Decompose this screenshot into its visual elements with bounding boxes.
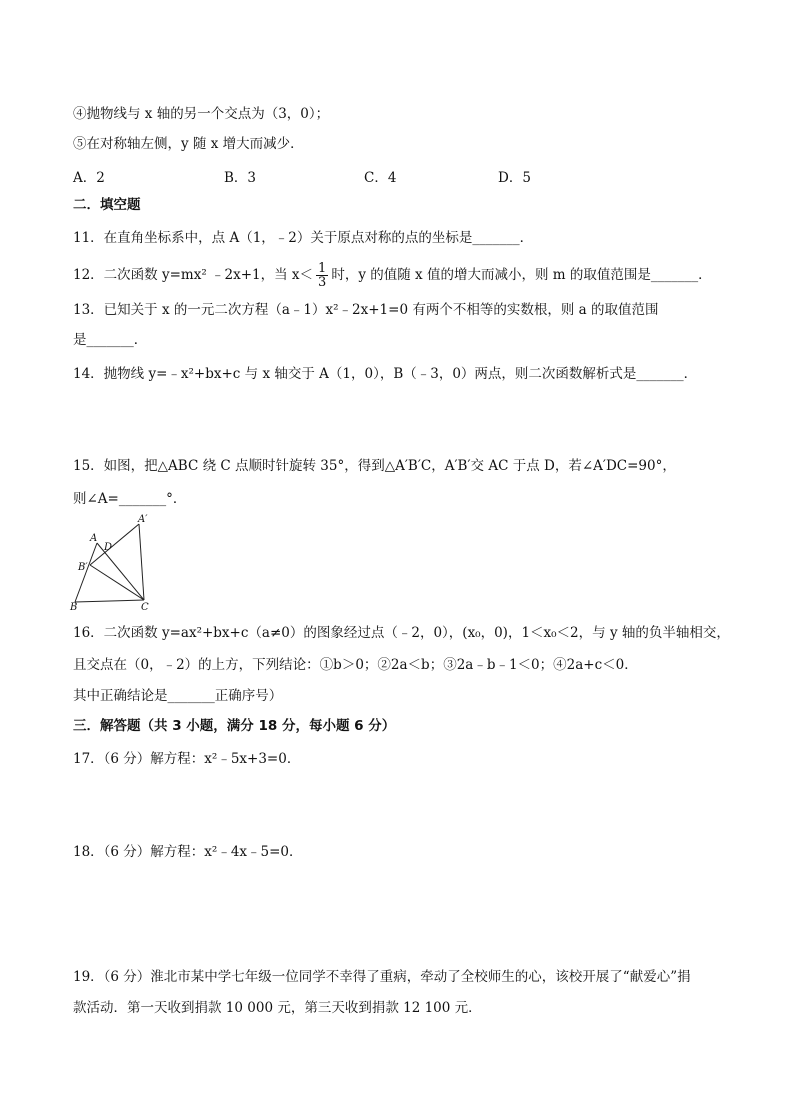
question-17: 17．（6 分）解方程：x²﹣5x+3=0． [73, 751, 301, 767]
label-c: C [141, 602, 149, 612]
fraction-one-third [316, 262, 328, 289]
question-16-line-2: 且交点在（0，﹣2）的上方，下列结论：①b＞0；②2a＜b；③2a﹣b﹣1＜0；④2a+c＜0． [73, 657, 638, 673]
question-12-after: 时，y 的值随 x 值的增大而减小，则 m 的取值范围是_______． [331, 267, 712, 283]
fraction-denominator: 3 [318, 275, 327, 290]
section-solve-heading: 三．解答题（共 3 小题，满分 18 分，每小题 6 分） [73, 718, 396, 734]
section-fill-heading: 二．填空题 [73, 197, 141, 213]
label-d: D [104, 542, 113, 553]
question-13-line-2: 是_______． [73, 332, 148, 348]
question-11: 11．在直角坐标系中，点 A（1，﹣2）关于原点对称的点的坐标是_______． [73, 230, 534, 246]
option-5-text: ⑤在对称轴左侧，y 随 x 增大而减少． [73, 136, 304, 152]
choice-c[interactable]: C．4 [364, 170, 397, 186]
choice-b[interactable]: B．3 [224, 170, 257, 186]
segment-bc [75, 600, 144, 602]
segment-a-prime-b-prime [90, 524, 139, 565]
question-12-before: 12．二次函数 y=mx² ﹣2x+1，当 x＜ [73, 267, 314, 283]
question-19-line-1: 19．（6 分）淮北市某中学七年级一位同学不幸得了重病，牵动了全校师生的心，该校开展了“献爱心”捐 [73, 969, 691, 985]
label-a-prime: A′ [138, 514, 148, 525]
label-b: B [70, 602, 78, 612]
question-12 [73, 262, 712, 289]
label-b-prime: B′ [78, 562, 88, 573]
choice-a[interactable]: A．2 [73, 170, 105, 186]
question-15-line-2: 则∠A=_______°． [73, 491, 187, 507]
fraction-numerator: 1 [318, 261, 327, 276]
answer-choices [73, 166, 713, 184]
question-16-line-3: 其中正确结论是_______正确序号） [73, 688, 283, 704]
triangle-rotation-figure [68, 512, 158, 612]
label-a: A [90, 533, 98, 544]
choice-d[interactable]: D．5 [498, 170, 531, 186]
question-13-line-1: 13．已知关于 x 的一元二次方程（a﹣1）x²﹣2x+1=0 有两个不相等的实数根，则 a 的取值范围 [73, 302, 659, 318]
question-14: 14．抛物线 y=﹣x²+bx+c 与 x 轴交于 A（1，0），B（﹣3，0）两点，则二次函数解析式是_______． [73, 366, 698, 382]
question-15-line-1: 15．如图，把△ABC 绕 C 点顺时针旋转 35°，得到△A′B′C，A′B′交 AC 于点 D，若∠A′DC=90°， [73, 458, 676, 474]
segment-b-prime-c [90, 565, 144, 600]
segment-a-prime-c [139, 524, 144, 600]
option-4-text: ④抛物线与 x 轴的另一个交点为（3，0）； [73, 106, 330, 122]
question-19-line-2: 款活动．第一天收到捐款 10 000 元，第三天收到捐款 12 100 元． [73, 1000, 482, 1016]
question-16-line-1: 16．二次函数 y=ax²+bx+c（a≠0）的图象经过点（﹣2，0），(x₀，0)，1＜x₀＜2，与 y 轴的负半轴相交， [73, 625, 730, 641]
question-18: 18．（6 分）解方程：x²﹣4x﹣5=0． [73, 844, 303, 860]
